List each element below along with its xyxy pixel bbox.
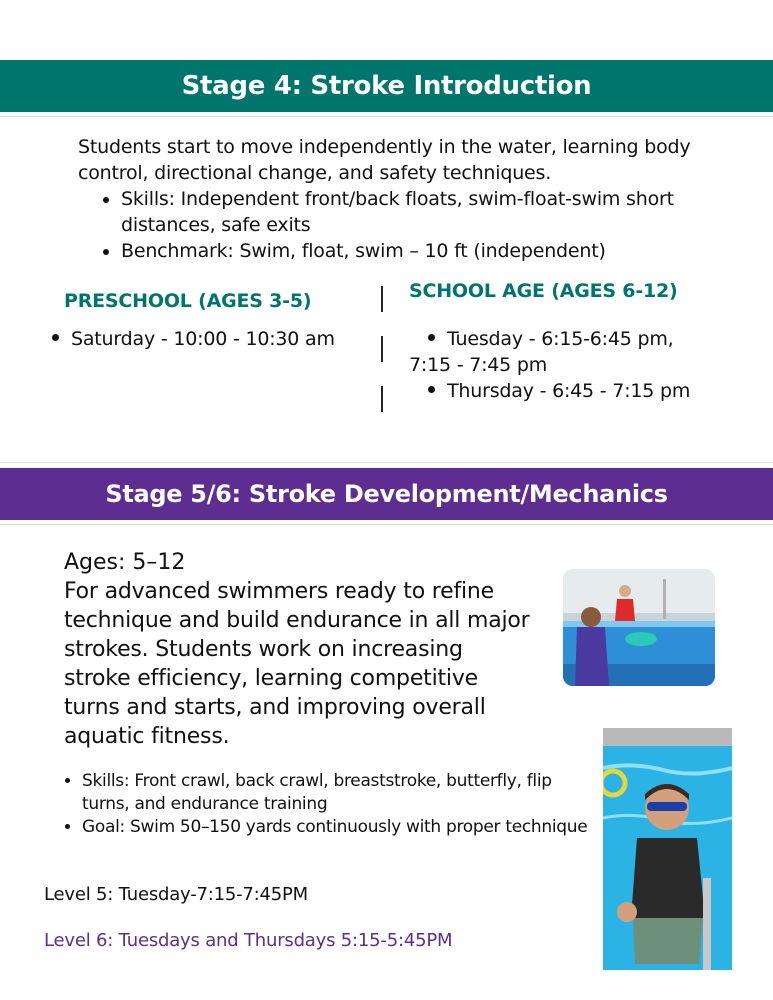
bullet-dot (428, 334, 435, 341)
stage4-bullets (78, 186, 698, 264)
bullet-dot (428, 386, 435, 393)
column-divider (381, 386, 383, 412)
tuesday-time-2: 7:15 - 7:45 pm (409, 354, 548, 376)
level6-schedule: Level 6: Tuesdays and Thursdays 5:15-5:45PM (44, 930, 453, 951)
bullet-dot (52, 334, 59, 341)
school-age-heading: SCHOOL AGE (AGES 6-12) (409, 280, 678, 302)
school-age-times (409, 326, 739, 404)
stage56-ages: Ages: 5–12 (64, 550, 186, 575)
stage4-intro (78, 134, 698, 264)
divider-line (0, 462, 773, 463)
stage56-description: For advanced swimmers ready to refine technique and build endurance in all major strokes. Students work on increasing stroke efficiency, learning competitive turns and starts, and improving overall aquatic fitness. (64, 579, 530, 749)
stage56-title: Stage 5/6: Stroke Development/Mechanics (105, 480, 668, 508)
preschool-time (52, 326, 335, 352)
stage4-description: Students start to move independently in the water, learning body control, directional change, and safety techniques. (78, 136, 691, 184)
thursday-time: Thursday - 6:45 - 7:15 pm (447, 380, 691, 402)
stage56-bullets (64, 770, 602, 839)
column-divider (381, 286, 383, 312)
swimmer-thumbs-up-photo (603, 728, 732, 970)
pool-lesson-photo (563, 569, 715, 686)
preschool-heading: PRESCHOOL (AGES 3-5) (64, 290, 312, 312)
divider-line (0, 524, 773, 525)
stage4-benchmark: • Benchmark: Swim, float, swim – 10 ft (independent) (121, 238, 698, 264)
preschool-time-text: Saturday - 10:00 - 10:30 am (71, 328, 335, 350)
tuesday-time: Tuesday - 6:15-6:45 pm, (447, 328, 674, 350)
stage56-banner (0, 468, 773, 520)
stage4-skills: • Skills: Independent front/back floats, swim-float-swim short distances, safe exits (121, 186, 698, 238)
divider-line (0, 116, 773, 117)
level5-schedule: Level 5: Tuesday-7:15-7:45PM (44, 884, 309, 905)
stage56-skills: • Skills: Front crawl, back crawl, breaststroke, butterfly, flip turns, and endurance training (82, 770, 602, 816)
stage4-banner (0, 60, 773, 112)
column-divider (381, 336, 383, 362)
stage4-title: Stage 4: Stroke Introduction (181, 71, 592, 101)
stage56-goal: • Goal: Swim 50–150 yards continuously with proper technique (82, 816, 602, 839)
